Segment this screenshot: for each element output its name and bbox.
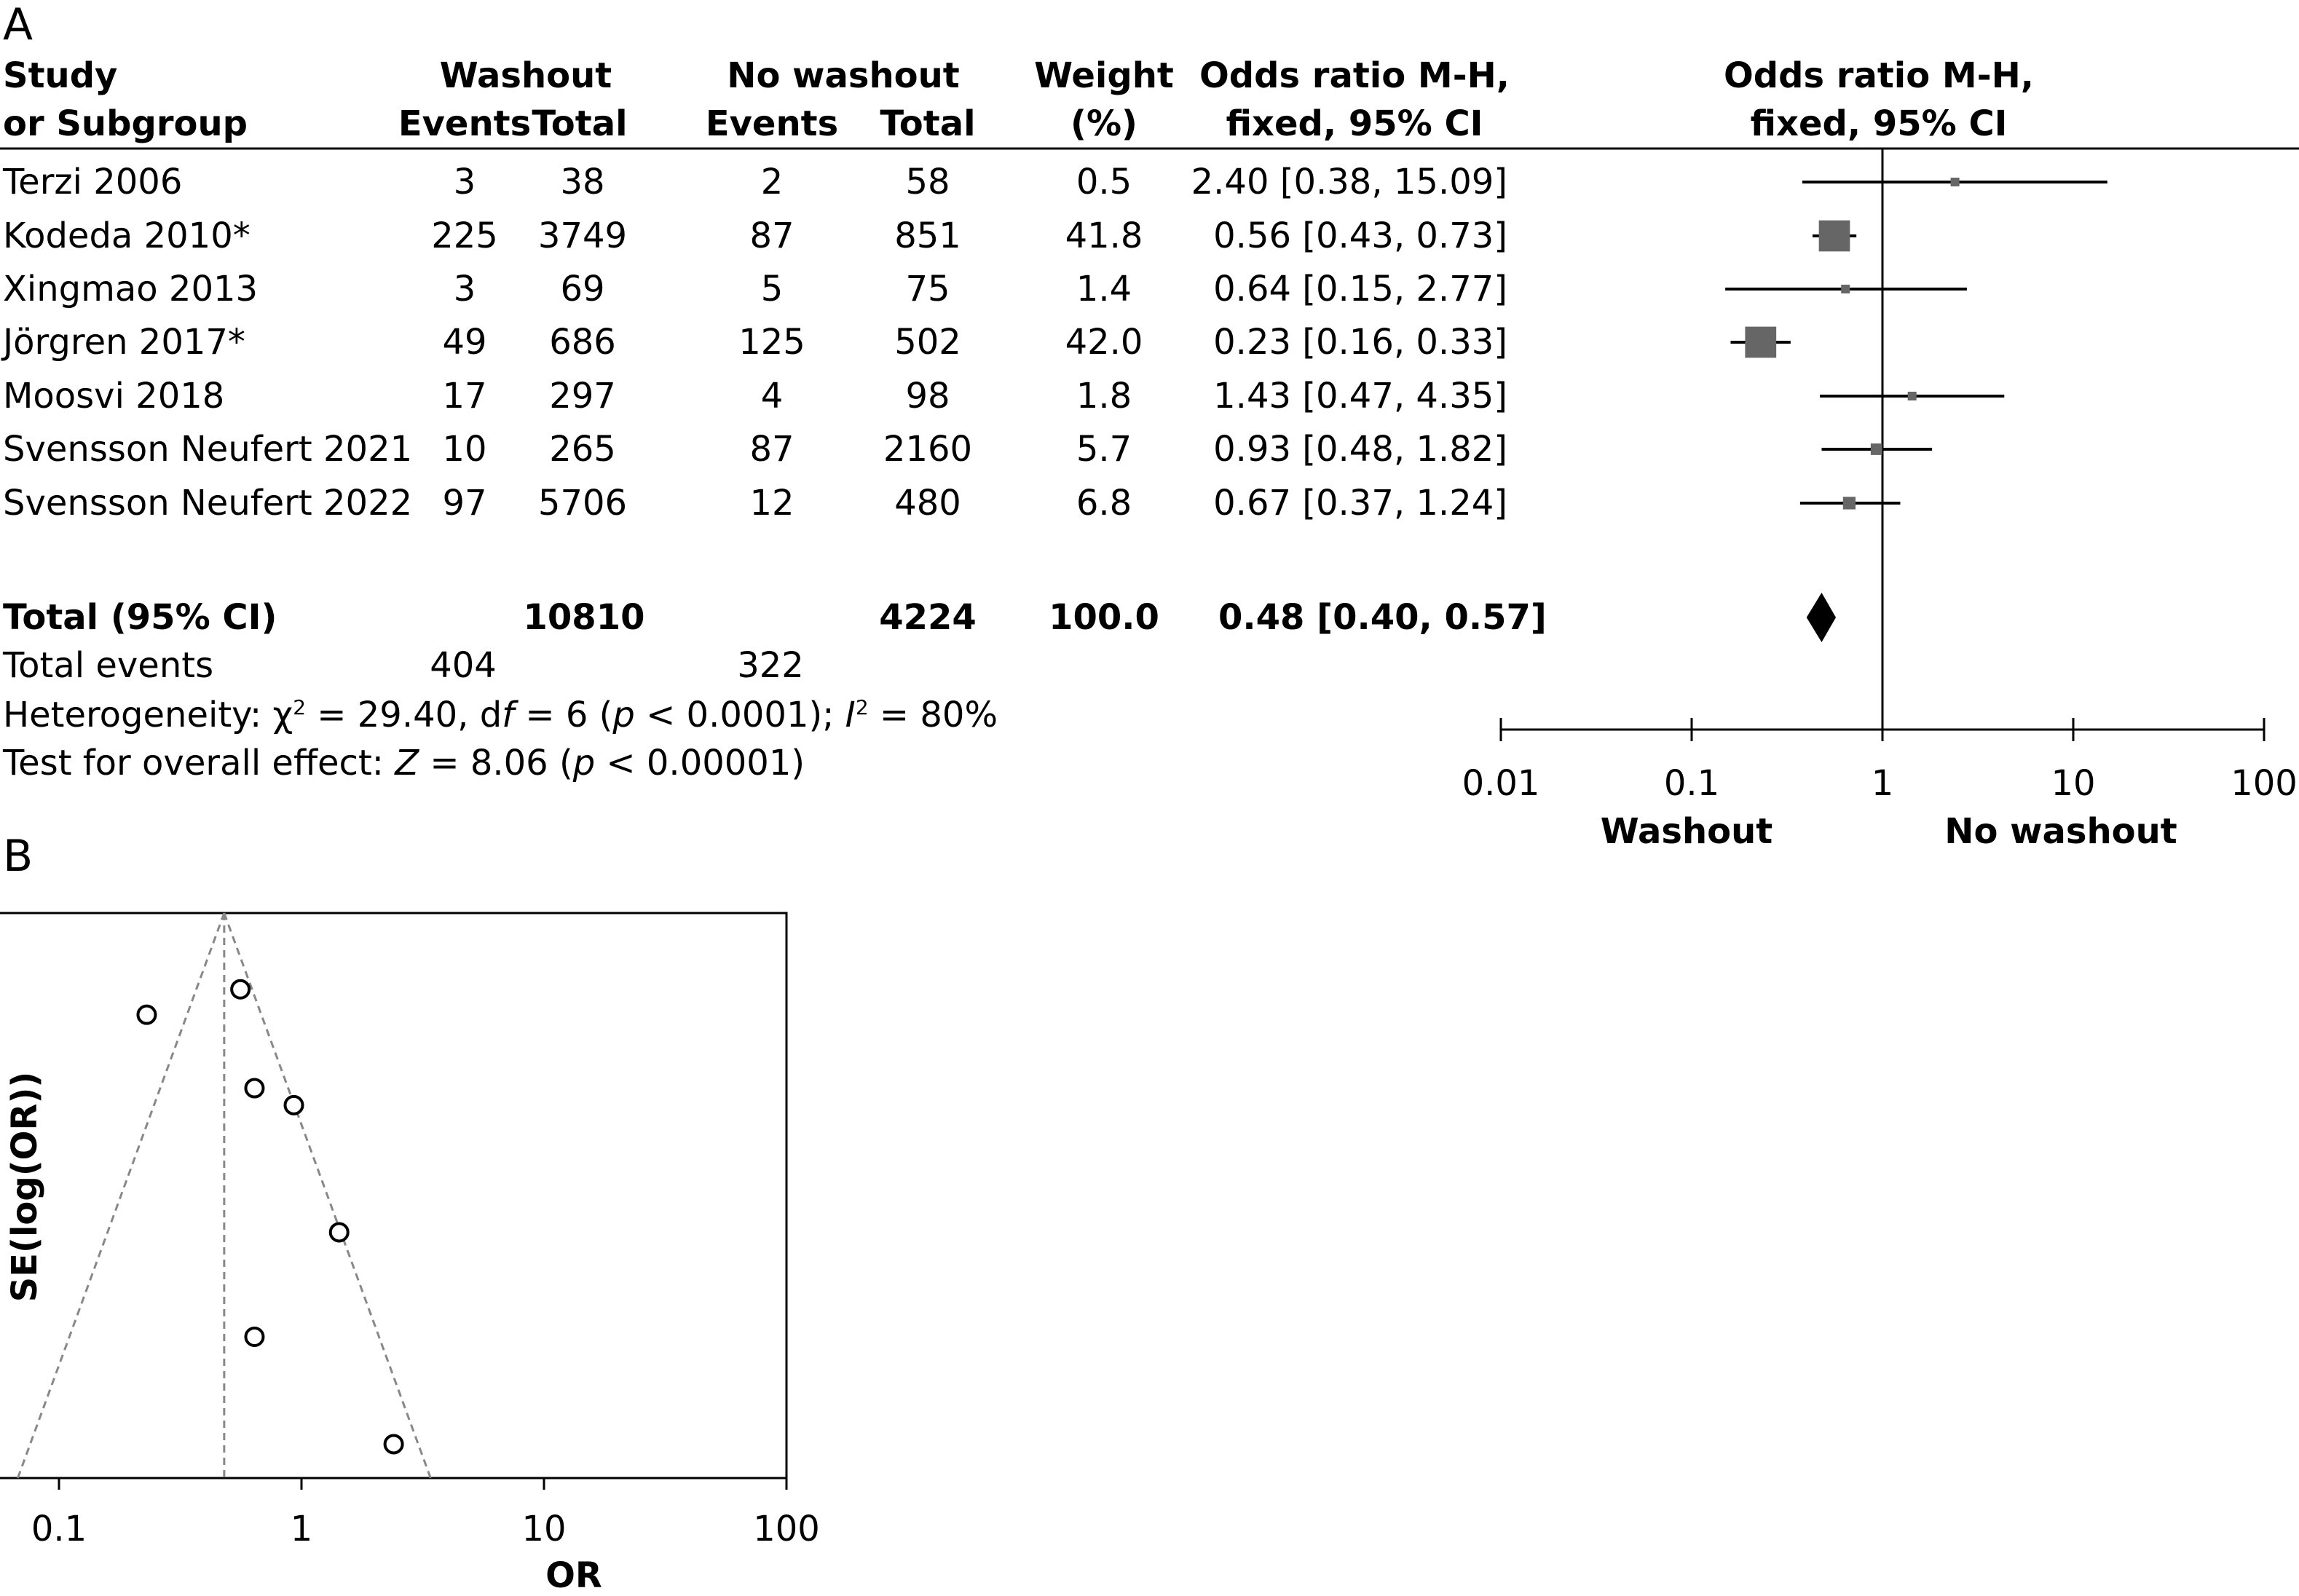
- funnel-point: [245, 1328, 263, 1346]
- study-name: Moosvi 2018: [3, 376, 225, 416]
- panel-a-label: A: [3, 0, 33, 50]
- study-ci: 0.23 [0.16, 0.33]: [1213, 322, 1507, 363]
- study-washout-events: 225: [431, 216, 498, 256]
- funnel-x-tick-label: 100: [753, 1509, 820, 1549]
- study-washout-events: 10: [442, 429, 487, 470]
- study-no-washout-total: 480: [894, 483, 961, 524]
- study-no-washout-events: 2: [760, 162, 784, 202]
- study-washout-events: 97: [442, 483, 487, 524]
- study-no-washout-total: 2160: [883, 429, 973, 470]
- study-washout-events: 17: [442, 376, 487, 416]
- favours-washout-label: Washout: [1600, 811, 1773, 852]
- study-washout-events: 3: [453, 269, 476, 309]
- study-washout-total: 265: [549, 429, 616, 470]
- heterogeneity-text: Heterogeneity: $\chi^2 = 29.40$, df = 6 (p < 0.0001); $I^2 = 80\%$: [3, 695, 998, 735]
- study-name: Xingmao 2013: [3, 269, 259, 309]
- study-ci: 2.40 [0.38, 15.09]: [1191, 162, 1507, 202]
- study-washout-total: 3749: [537, 216, 628, 256]
- total-weight: 100.0: [1049, 597, 1159, 638]
- panel-b-label: B: [3, 831, 33, 882]
- total-events-washout: 404: [430, 645, 497, 686]
- forest-x-tick-label: 10: [2051, 763, 2096, 804]
- total-no-washout-total: 4224: [879, 597, 977, 638]
- study-no-washout-total: 58: [905, 162, 950, 202]
- study-washout-events: 49: [442, 322, 487, 363]
- study-no-washout-total: 98: [905, 376, 950, 416]
- funnel-left-boundary: [17, 913, 224, 1478]
- header-subgroup: or Subgroup: [3, 103, 248, 144]
- forest-x-tick-label: 100: [2231, 763, 2298, 804]
- funnel-point: [232, 981, 249, 998]
- study-square: [1843, 497, 1856, 509]
- funnel-frame: [0, 913, 786, 1478]
- study-washout-total: 69: [560, 269, 605, 309]
- study-name: Svensson Neufert 2021: [3, 429, 413, 470]
- total-diamond: [1807, 593, 1836, 642]
- study-square: [1745, 327, 1776, 358]
- study-no-washout-total: 851: [894, 216, 961, 256]
- study-square: [1951, 178, 1960, 186]
- funnel-x-tick-label: 1: [290, 1509, 313, 1549]
- funnel-x-label: OR: [545, 1555, 602, 1596]
- header-no-washout: No washout: [727, 55, 960, 96]
- study-no-washout-events: 87: [749, 429, 794, 470]
- header-plot-or-ci: fixed, 95% CI: [1750, 103, 2008, 144]
- total-events-no-washout: 322: [737, 645, 804, 686]
- funnel-y-label: SE(log(OR)): [4, 1071, 45, 1303]
- header-washout-events: Events: [398, 103, 532, 144]
- funnel-point: [331, 1223, 348, 1241]
- study-washout-total: 5706: [537, 483, 628, 524]
- study-washout-events: 3: [453, 162, 476, 202]
- header-washout: Washout: [439, 55, 612, 96]
- study-square: [1871, 443, 1882, 455]
- total-label: Total (95% CI): [3, 597, 277, 638]
- study-name: Jörgren 2017*: [3, 322, 245, 363]
- study-no-washout-events: 4: [760, 376, 784, 416]
- study-ci: 0.64 [0.15, 2.77]: [1213, 269, 1507, 309]
- funnel-point: [285, 1097, 303, 1114]
- study-weight: 1.4: [1076, 269, 1132, 309]
- header-weight: Weight: [1034, 55, 1174, 96]
- study-no-washout-total: 75: [905, 269, 950, 309]
- study-weight: 41.8: [1065, 216, 1143, 256]
- total-events-label: Total events: [3, 645, 214, 686]
- header-weight-pct: (%): [1070, 103, 1137, 144]
- funnel-point: [385, 1435, 403, 1453]
- header-or: Odds ratio M-H,: [1199, 55, 1510, 96]
- study-no-washout-total: 502: [894, 322, 961, 363]
- overall-effect-text: Test for overall effect: Z = 8.06 (p < 0.00001): [3, 743, 805, 783]
- funnel-point: [138, 1006, 155, 1024]
- favours-no-washout-label: No washout: [1944, 811, 2177, 852]
- study-ci: 1.43 [0.47, 4.35]: [1213, 376, 1507, 416]
- funnel-point: [245, 1080, 263, 1097]
- study-weight: 42.0: [1065, 322, 1143, 363]
- header-or-ci: fixed, 95% CI: [1226, 103, 1483, 144]
- header-study: Study: [3, 55, 118, 96]
- study-washout-total: 686: [549, 322, 616, 363]
- forest-x-tick-label: 0.1: [1663, 763, 1720, 804]
- study-square: [1819, 221, 1850, 252]
- study-weight: 1.8: [1076, 376, 1132, 416]
- study-ci: 0.67 [0.37, 1.24]: [1213, 483, 1507, 524]
- total-ci: 0.48 [0.40, 0.57]: [1218, 597, 1547, 638]
- funnel-right-boundary: [224, 913, 430, 1478]
- study-no-washout-events: 12: [749, 483, 794, 524]
- header-no-washout-total: Total: [880, 103, 976, 144]
- funnel-x-tick-label: 10: [521, 1509, 567, 1549]
- study-name: Svensson Neufert 2022: [3, 483, 413, 524]
- forest-x-tick-label: 1: [1871, 763, 1894, 804]
- study-no-washout-events: 87: [749, 216, 794, 256]
- study-ci: 0.93 [0.48, 1.82]: [1213, 429, 1507, 470]
- total-washout-total: 10810: [523, 597, 645, 638]
- study-ci: 0.56 [0.43, 0.73]: [1213, 216, 1507, 256]
- study-weight: 6.8: [1076, 483, 1132, 524]
- study-square: [1908, 392, 1917, 400]
- study-no-washout-events: 125: [738, 322, 805, 363]
- study-washout-total: 38: [560, 162, 605, 202]
- study-washout-total: 297: [549, 376, 616, 416]
- forest-x-tick-label: 0.01: [1462, 763, 1540, 804]
- header-washout-total: Total: [532, 103, 628, 144]
- header-plot-or: Odds ratio M-H,: [1723, 55, 2035, 96]
- study-name: Kodeda 2010*: [3, 216, 251, 256]
- study-weight: 0.5: [1076, 162, 1132, 202]
- funnel-x-tick-label: 0.1: [31, 1509, 87, 1549]
- study-weight: 5.7: [1076, 429, 1132, 470]
- header-no-washout-events: Events: [705, 103, 839, 144]
- study-no-washout-events: 5: [760, 269, 784, 309]
- study-square: [1841, 285, 1850, 293]
- study-name: Terzi 2006: [3, 162, 183, 202]
